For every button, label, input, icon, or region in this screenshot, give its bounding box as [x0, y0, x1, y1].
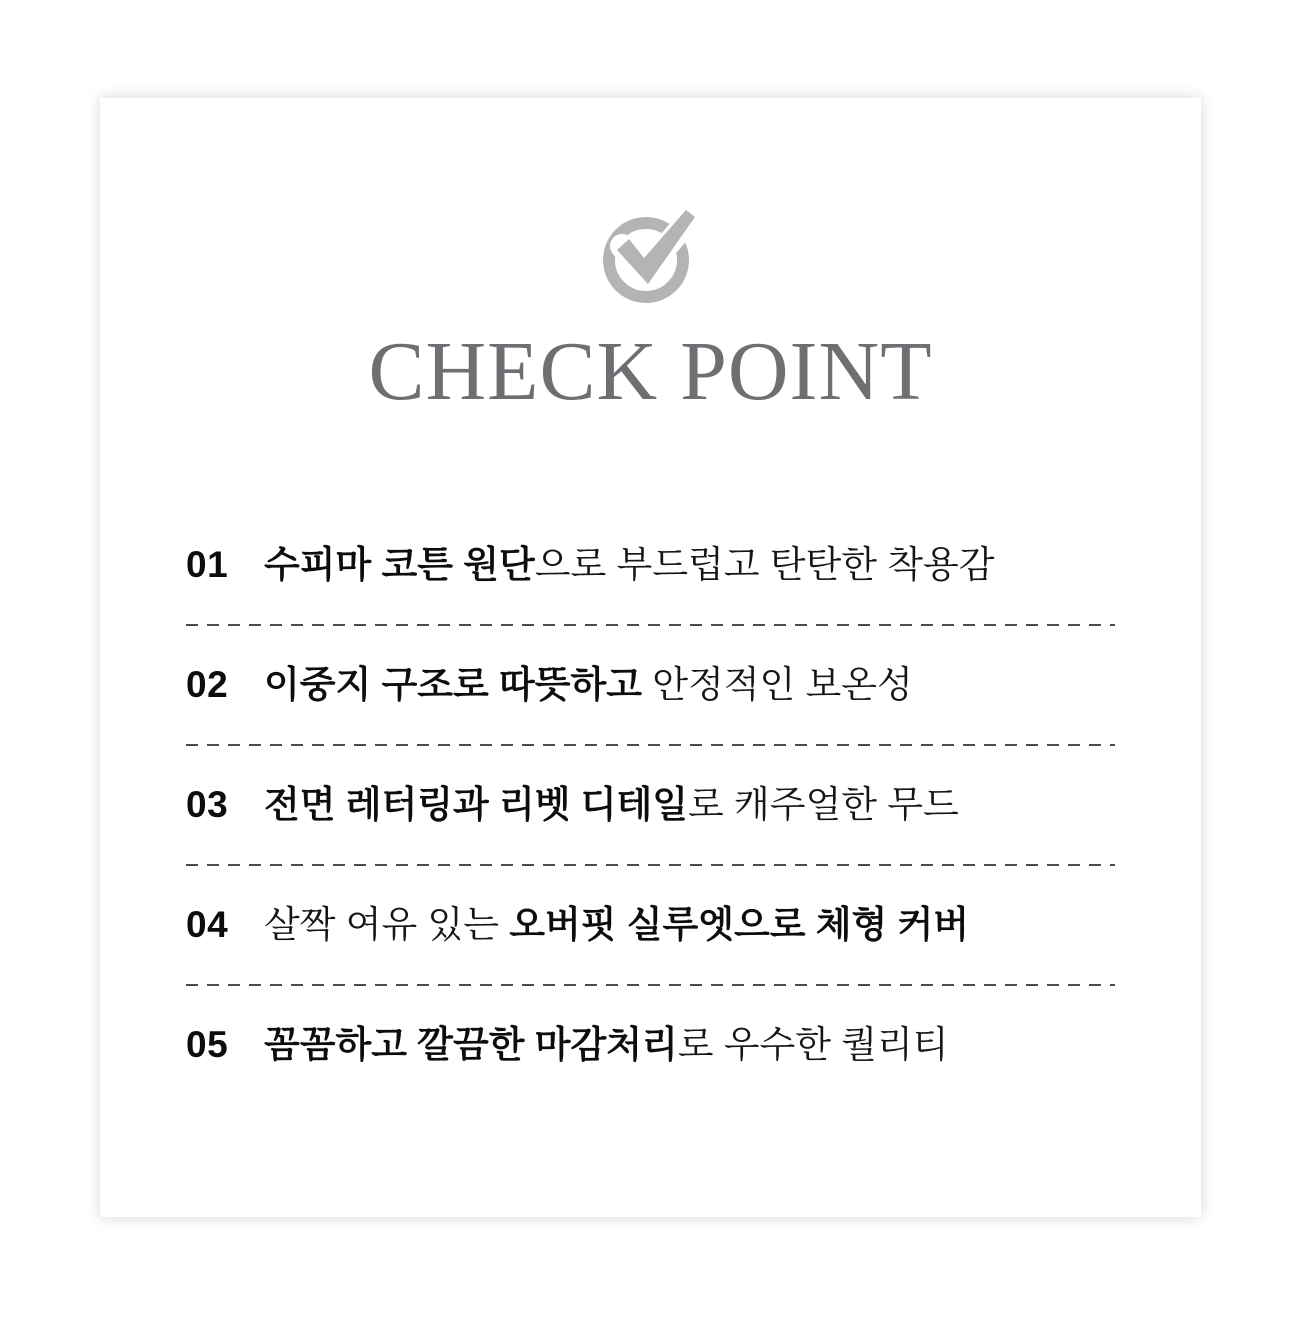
- item-text-strong: 수피마 코튼 원단: [264, 544, 535, 585]
- item-text-post: 로 캐주얼한 무드: [688, 784, 959, 825]
- item-number: 04: [186, 904, 229, 945]
- item-text: [264, 661, 913, 709]
- item-text-strong: 전면 레터링과 리벳 디테일: [264, 784, 689, 825]
- item-text: [264, 901, 969, 949]
- item-text: [264, 1021, 949, 1069]
- checkpoint-item-02: [186, 626, 1115, 744]
- item-text-post: 로 우수한 퀄리티: [677, 1024, 949, 1065]
- item-text-strong: 오버핏 실루엣으로 체형 커버: [509, 904, 970, 945]
- checkpoint-item-01: [186, 506, 1115, 624]
- item-number: 03: [186, 784, 229, 825]
- item-text-post: 으로 부드럽고 탄탄한 착용감: [534, 544, 995, 585]
- item-number: 01: [186, 544, 229, 585]
- item-text-strong: 이중지 구조로 따뜻하고: [264, 664, 642, 705]
- item-text: [264, 541, 995, 589]
- checkpoint-item-04: [186, 866, 1115, 984]
- checkpoint-card: [100, 98, 1201, 1217]
- item-text: [264, 781, 959, 829]
- check-circle-icon: [186, 208, 1115, 304]
- checkpoint-item-05: [186, 986, 1115, 1104]
- item-text-post: 안정적인 보온성: [641, 664, 913, 705]
- item-text-pre: 살짝 여유 있는: [264, 904, 510, 945]
- item-number: 02: [186, 664, 229, 705]
- item-text-strong: 꼼꼼하고 깔끔한 마감처리: [264, 1024, 678, 1065]
- item-number: 05: [186, 1024, 229, 1065]
- section-title: CHECK POINT: [368, 325, 933, 418]
- checkpoint-list: [186, 506, 1115, 1104]
- checkpoint-item-03: [186, 746, 1115, 864]
